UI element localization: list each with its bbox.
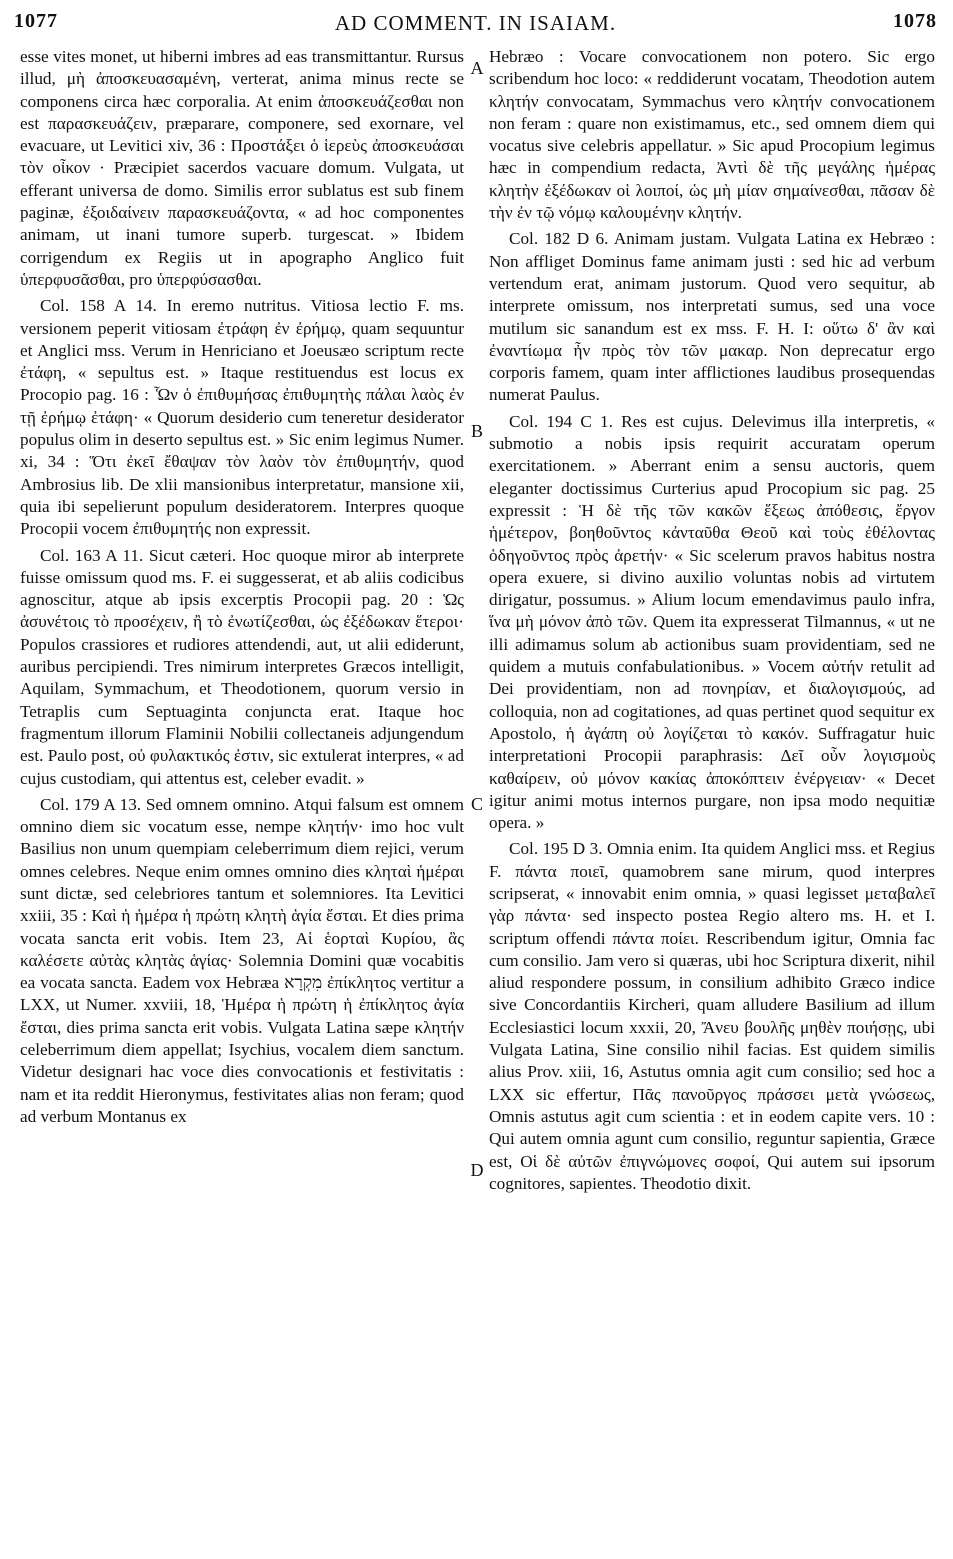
left-column [20, 46, 464, 1132]
margin-letter-d: D [470, 1160, 484, 1180]
paragraph: Col. 158 A 14. In eremo nutritus. Vitiosa lectio F. ms. versionem peperit vitiosam ἐτράφη ἐν ἐρήμῳ, quam sequuntur et Anglici mss. Verum in Henriciano et Joeusæo scriptum recte ἐτάφη, « sepultus est. » Itaque restituendus est locus ex Procopio pag. 16 : Ὧν ὁ ἐπιθυμήσας ἐπιθυμητὴς πάλαι λαὸς ἐν τῇ ἐρήμῳ ἐτάφη· « Quorum desiderio cum teneretur desiderator populus olim in deserto sepultus est. » Sic enim legimus Numer. xi, 34 : Ὅτι ἐκεῖ ἔθαψαν τὸν λαὸν τὸν ἐπιθυμητήν, quod Ambrosius lib. De xlii mansionibus interpretatur, mansione xii, quia ibi sepelierunt populum desideratorem. Interpres quoque Procopii vocem ἐπιθυμητής non expressit. [20, 296, 464, 539]
paragraph: esse vites monet, ut hiberni imbres ad eas transmittantur. Rursus illud, μὴ ἀποσκευασαμένη, verterat, anima minus recte se componens circa hæc corporalia. At enim ἀποσκευάζεσθαι non est παρασκευάζειν, præparare, componere, sed exornare, vel evacuare, ut Levitici xiv, 36 : Προστάξει ὁ ἱερεὺς ἀποσκευάσαι τὸν οἶκον · Præcipiet sacerdos vacuare domum. Vulgata, ut efferant universa de domo. Similis error sublatus est sub finem paginæ, ἐξοιδαίνειν παρασκευάζοντα, « ad hoc componentes animam, ut inani tumore superb. turgescat. » Ibidem corrigendum ex Regiis ut in apographo Anglico fuit ὑπερφυσᾶσθαι, pro ὑπερφύσασθαι. [20, 47, 464, 289]
margin-letter-c: C [470, 794, 483, 814]
right-column [489, 46, 935, 1199]
column-number-left: 1077 [14, 10, 58, 32]
margin-letter-b: B [470, 421, 483, 441]
paragraph: Col. 194 C 1. Res est cujus. Delevimus illa interpretis, « submotio a nobis ipsis requirit accuratam operum exercitationem. » Aberrant enim a sensu auctoris, quem eleganter doctissimus Curterius apud Procopium sic pag. 25 expressit : Ἡ δὲ τῆς τῶν κακῶν ἕξεως ἀπόθεσις, ἔργον ἡμέτερον, βοηθοῦντος κἀνταῦθα Θεοῦ καὶ τοὺς ἐθέλοντας ὁδηγοῦντος πρὸς ἀρετήν· « Sic scelerum pravos habitus nostra opera exuere, si divino auxilio voluntas nobis ad virtutem dirigatur, possumus. » Alium locum emendavimus paulo infra, ἵνα μὴ μόνον ἀπὸ τῶν. Quem ita expresserat Tilmannus, « ut ne illi adimamus solum ab actionibus suam providentiam, sed ne quidem a mutuis confabulationibus. » Vocem αὐτήν retulit ad Dei providentiam, non ad πονηρίαν, et διαλογισμούς, ad colloquia, non ad cogitationes, ad quas pertinet quod sequitur ex Apostolo, ἡ ἀγάπη οὐ λογίζεται τὸ κακόν. Suffragatur huic interpretationi Procopii paraphrasis: Δεῖ οὖν λογισμοὺς καθαίρειν, οὐ μόνον κακίας ἀποκόπτειν ἐνέργειαν· « Decet igitur animi motus internos purgare, non ipsa modo nequitiæ opera. » [489, 411, 935, 833]
column-number-right: 1078 [893, 10, 937, 32]
paragraph: Col. 195 D 3. Omnia enim. Ita quidem Anglici mss. et Regius F. πάντα ποιεῖ, quamobrem sane mirum, quod interpres scripserat, « innovabit enim omnia, » quasi legisset μεταβαλεῖ γὰρ πάντα· sed inspecto postea Regio altero ms. H. et I. scriptum offendi πάντα ποίει. Rescribendum igitur, Omnia fac cum consilio. Jam vero si quæras, ubi hoc Scriptura dixerit, nihil aliud respondere possum, in consilium adhibito Græco indice sive Concordantiis Kircheri, quam alludere Basilium ad illum Ecclesiastici locum xxxii, 20, Ἄνευ βουλῆς μηθὲν ποιήσῃς, ubi Vulgata Latina, Sine consilio nihil facias. Est quidem similis alius Prov. xiii, 16, Astutus omnia agit cum consilio; sed hoc a LXX sic effertur, Πᾶς πανοῦργος πράσσει μετὰ γνώσεως, Omnis astutus agit cum scientia : et in eodem capite vers. 10 : Qui autem omnia agunt cum consilio, reguntur sapientia, Græce est, Οἱ δὲ αὐτῶν ἐπιγνώμονες σοφοί, Qui autem sui ipsorum cognitores, sapientes. Theodotio dixit. [489, 839, 935, 1193]
paragraph: Col. 163 A 11. Sicut cæteri. Hoc quoque miror ab interprete fuisse omissum quod ms. F. ei suggesserat, et ab aliis codicibus agnoscitur, atque ab ipsis excerptis Procopii pag. 20 : Ὡς ἀσυνέτοις τὸ προσέχειν, ἢ τὸ ἐνωτίζεσθαι, ὡς ἐξέδωκαν ἕτεροι· Populos crassiores et rudiores attendendi, aut, ut alii ediderunt, auribus percipiendi. Tres nimirum interpretes Græcos intelligit, Aquilam, Symmachum, et Theodotionem, quorum versio in Tetraplis cum Septuaginta conjuncta erat. Itaque hoc fragmentum illorum Flaminii Nobilii collectaneis adjungendum est. Paulo post, οὐ φυλακτικός ἐστιν, sic extulerat interpres, « ad cujus custodiam, qui attentus est, celeber evadit. » [20, 545, 464, 788]
running-title: AD COMMENT. IN ISAIAM. [334, 11, 617, 35]
margin-letter-a: A [470, 58, 484, 78]
paragraph: Hebræo : Vocare convocationem non potero. Sic ergo scribendum hoc loco: « reddiderunt vocatam, Theodotion autem κλητήν convocatam, Symmachus vero κλητήν convocationem non feram : quare non existimamus, etc., sed omnem diem qui vocatus sive celebris appellatur. » Sic apud Procopium legimus hæc in compendium redacta, Ἀντὶ δὲ τῆς μεγάλης ἡμέρας κλητὴν ἐξέδωκαν οἱ λοιποί, ὡς μὴ μίαν σημαίνεσθαι, πᾶσαν δὲ τὴν ἐν τῷ νόμῳ καλουμένην κλητήν. [489, 47, 935, 223]
paragraph: Col. 182 D 6. Animam justam. Vulgata Latina ex Hebræo : Non affliget Dominus fame animam justi : sed hic ad verbum vertendum erat, animam justorum. Quod vero sequitur, ab interprete omissum, nos interpretati sumus, sed una voce mutilum sic sanandum est ex mss. F. H. I: οὕτω δ' ἂν καὶ ἐναντίωμα ἦν πρὸς τὸν τῶν μακαρ. Non deprecatur ergo corporis famem, quam inter afflictiones laudibus prosequendas numerat Paulus. [489, 229, 935, 405]
paragraph: Col. 179 A 13. Sed omnem omnino. Atqui falsum est omnem omnino diem sic vocatum esse, nempe κλητήν· imo hoc vult Basilius non unum quempiam celeberrimum diem rejici, verum omnes celebres. Neque enim omnes omnino dies κληταὶ ἡμέραι sunt dictæ, sed celebriores tantum et solemniores. Ita Levitici xxiii, 35 : Καὶ ἡ ἡμέρα ἡ πρώτη κλητὴ ἁγία ἔσται. Et dies prima vocata sancta erit vobis. Item 23, Αἱ ἑορταὶ Κυρίου, ἃς καλέσετε αὐτὰς κλητὰς ἁγίας· Solemnia Domini quæ vocabitis ea vocata sancta. Eadem vox Hebræa מִקְרָא ἐπίκλητος vertitur a LXX, ut Numer. xxviii, 18, Ἡμέρα ἡ πρώτη ἡ ἐπίκλητος ἁγία ἔσται, dies prima sancta erit vobis. Vulgata Latina sæpe κλητήν celeberrimum diem appellat; Isychius, vocalem diem sanctum. Videtur designari hac voce dies convocationis et festivitatis : nam et ita reddit Hieronymus, festivitates alias non feram; quod ad verbum Montanus ex [20, 794, 464, 1126]
page-header [14, 10, 937, 42]
